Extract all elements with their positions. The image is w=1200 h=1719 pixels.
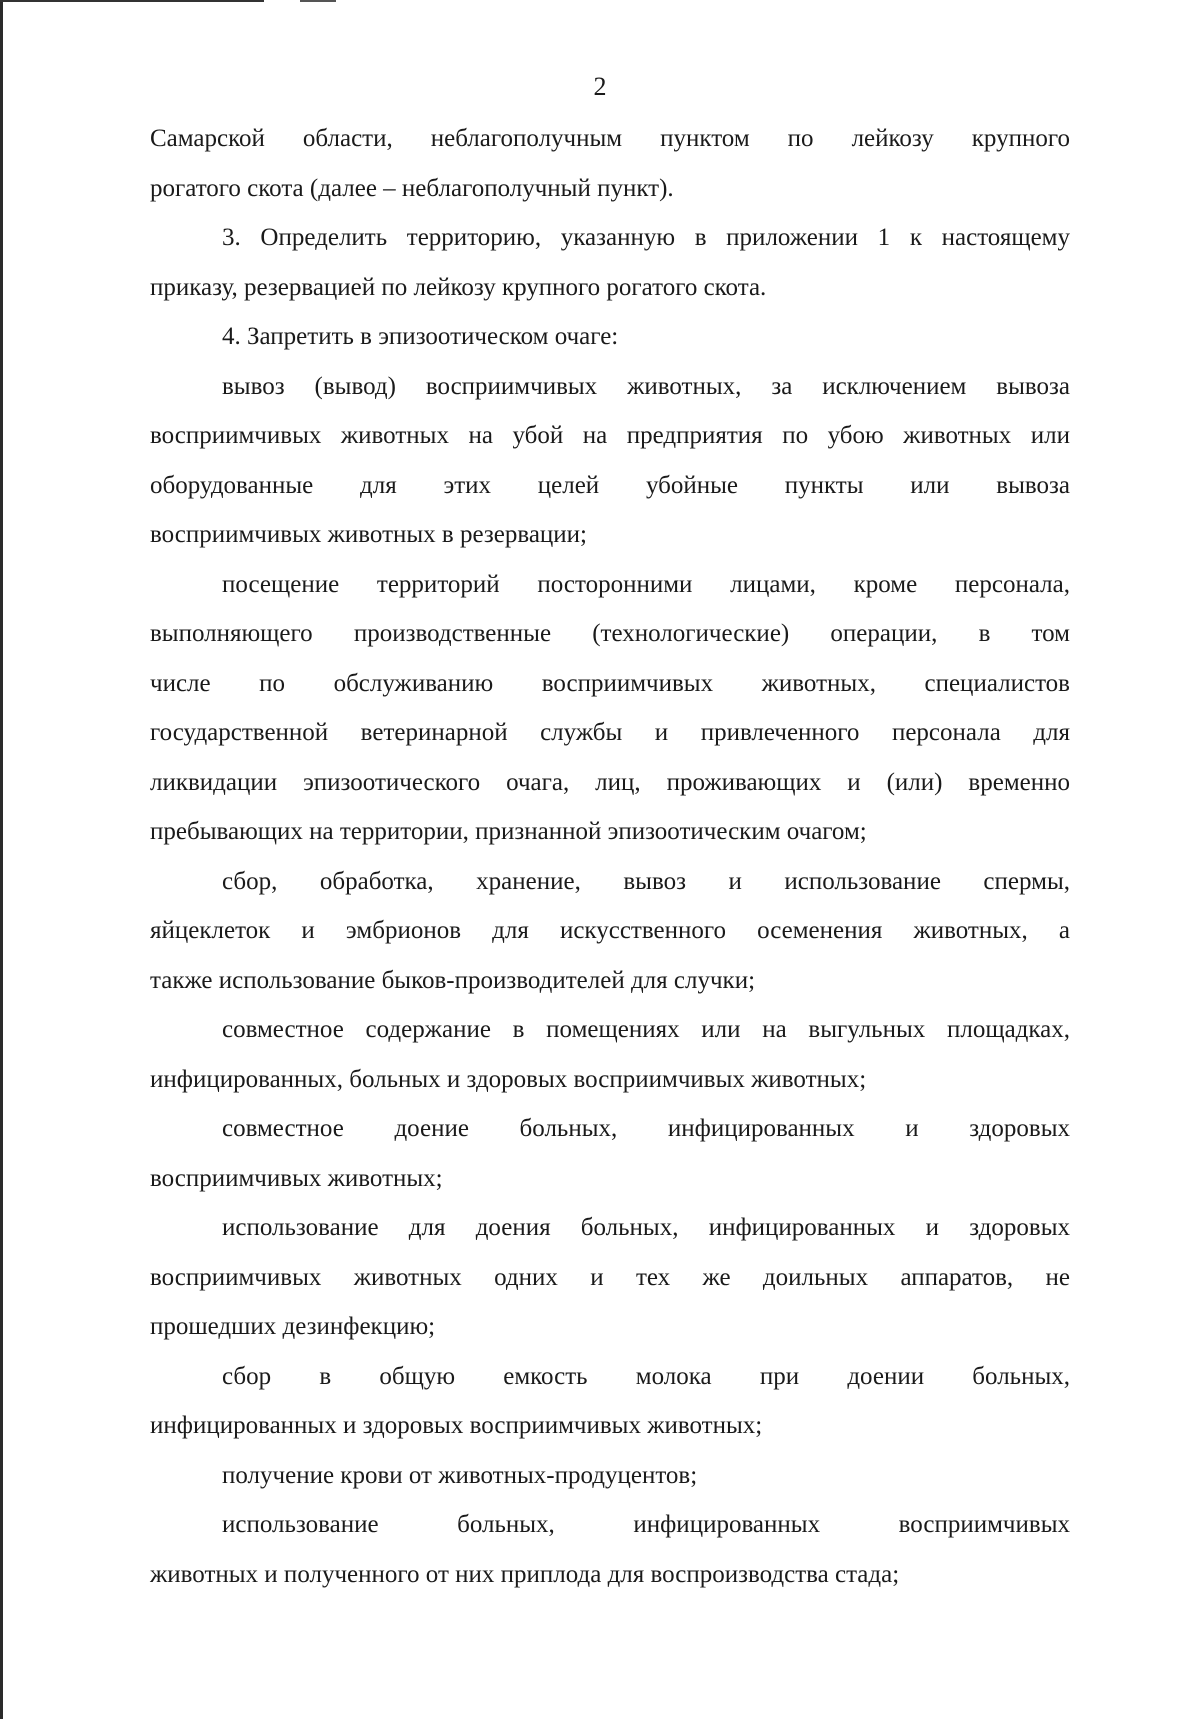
text-line: приказу, резервацией по лейкозу крупного рогатого скота.: [150, 273, 767, 301]
text-line: посещение территорий посторонними лицами, кроме персонала,: [222, 570, 1070, 598]
text-line: выполняющего производственные (технологические) операции, в том: [150, 620, 1070, 647]
text-line: 3. Определить территорию, указанную в приложении 1 к настоящему: [222, 224, 1070, 251]
text-line: оборудованные для этих целей убойные пункты или вывоза: [150, 471, 1070, 499]
text-line: сбор, обработка, хранение, вывоз и использование спермы,: [222, 867, 1070, 895]
scan-edge-left: [0, 0, 3, 1719]
text-line: государственной ветеринарной службы и привлеченного персонала для: [150, 719, 1070, 746]
text-line: восприимчивых животных одних и тех же доильных аппаратов, не: [150, 1263, 1070, 1291]
text-line: инфицированных и здоровых восприимчивых животных;: [150, 1412, 763, 1439]
text-line: рогатого скота (далее – неблагополучный пункт).: [150, 174, 674, 202]
text-line: сбор в общую емкость молока при доении больных,: [222, 1362, 1070, 1390]
text-line: восприимчивых животных;: [150, 1164, 443, 1192]
text-line: числе по обслуживанию восприимчивых животных, специалистов: [150, 669, 1070, 697]
text-line: вывоз (вывод) восприимчивых животных, за исключением вывоза: [222, 372, 1070, 400]
scan-edge-top: [0, 0, 1200, 2]
text-line: Самарской области, неблагополучным пунктом по лейкозу крупного: [150, 125, 1070, 152]
text-line: восприимчивых животных на убой на предприятия по убою животных или: [150, 422, 1070, 449]
text-line: восприимчивых животных в резервации;: [150, 521, 587, 548]
text-line: также использование быков-производителей для случки;: [150, 966, 756, 994]
text-line: пребывающих на территории, признанной эпизоотическим очагом;: [150, 818, 867, 845]
text-line: прошедших дезинфекцию;: [150, 1313, 436, 1340]
text-line: ликвидации эпизоотического очага, лиц, проживающих и (или) временно: [150, 768, 1070, 796]
text-line: животных и полученного от них приплода для воспроизводства стада;: [150, 1560, 900, 1588]
text-line: получение крови от животных-продуцентов;: [222, 1461, 698, 1489]
text-line: использование для доения больных, инфицированных и здоровых: [222, 1214, 1070, 1241]
document-body: [150, 114, 1070, 1599]
text-line: использование больных, инфицированных восприимчивых: [222, 1511, 1070, 1538]
text-line: совместное содержание в помещениях или на выгульных площадках,: [222, 1016, 1070, 1043]
text-line: 4. Запретить в эпизоотическом очаге:: [222, 323, 619, 350]
text-line: инфицированных, больных и здоровых восприимчивых животных;: [150, 1065, 867, 1093]
text-line: совместное доение больных, инфицированных и здоровых: [222, 1115, 1070, 1142]
text-line: яйцеклеток и эмбрионов для искусственного осеменения животных, а: [150, 917, 1070, 944]
page-number: 2: [593, 72, 607, 101]
